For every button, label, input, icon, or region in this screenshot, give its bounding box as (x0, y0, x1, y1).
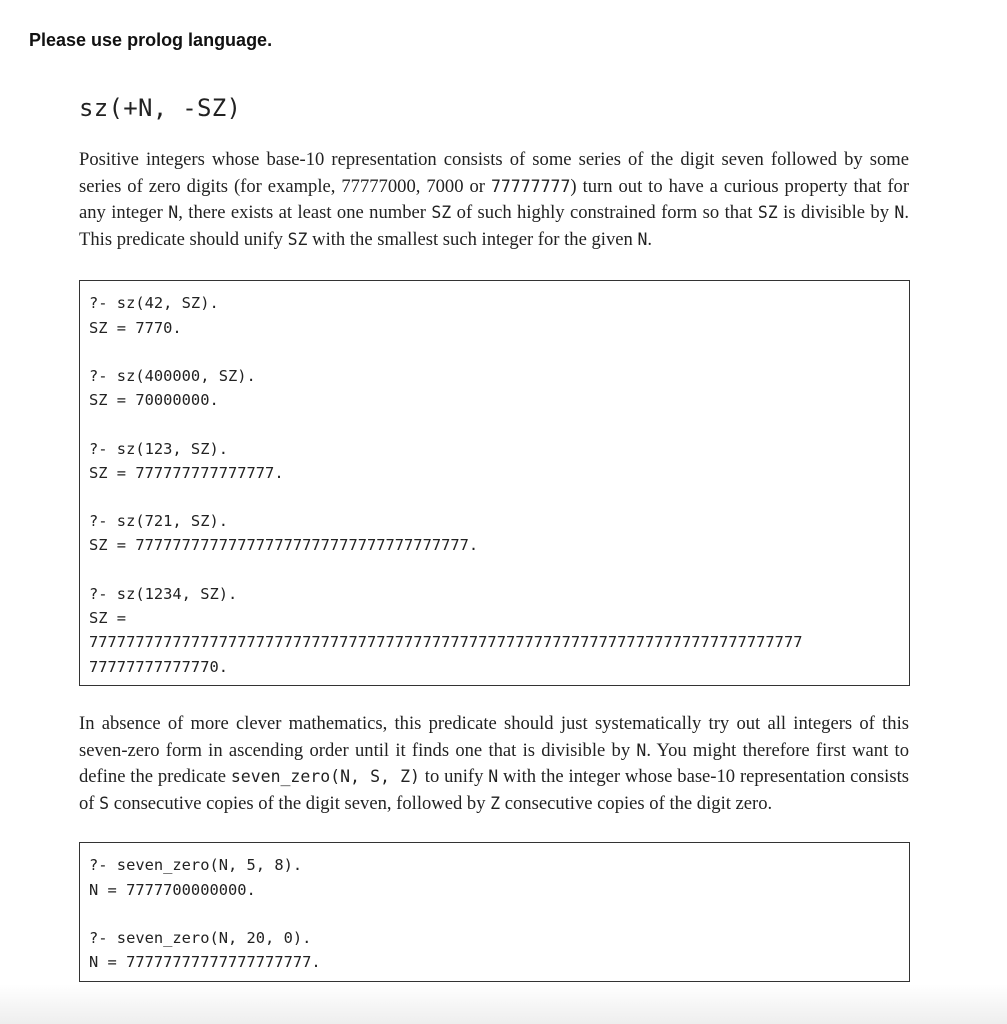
result-line: SZ = (89, 609, 127, 628)
text-run: Positive integers whose base-10 representation consists of some series of the digit seven followed by some series of zero digits (for example, 77777000, 7000 or (79, 149, 909, 197)
result-line: N = 77777777777777777777. (89, 953, 321, 972)
text-run: . This predicate should unify (79, 202, 909, 250)
text-run: ) turn out to have a curious property that for any integer (79, 175, 910, 224)
text-run: consecutive copies of the digit seven, followed by (109, 792, 491, 814)
sz-examples-box (79, 280, 910, 686)
inline-code: N (488, 767, 499, 787)
result-line: 77777777777770. (89, 657, 228, 676)
text-run: of such highly constrained form so that (451, 202, 758, 224)
result-line: N = 7777700000000. (89, 880, 256, 899)
text-run: with the smallest such integer for the given (307, 228, 638, 250)
inline-code: Z (490, 793, 501, 813)
inline-code: SZ (431, 203, 452, 223)
query-line: ?- sz(1234, SZ). (89, 584, 238, 603)
result-line: SZ = 777777777777777777777777777777777777. (89, 536, 479, 555)
inline-code: 77777777 (490, 176, 571, 196)
intro-paragraph (79, 147, 909, 253)
bottom-fade (0, 984, 1007, 1024)
query-line: ?- sz(123, SZ). (89, 439, 228, 458)
text-run: consecutive copies of the digit zero. (500, 792, 773, 814)
predicate-signature: sz(+N, -SZ) (79, 94, 242, 122)
result-line: SZ = 7770. (89, 318, 182, 337)
query-line: ?- seven_zero(N, 5, 8). (89, 856, 303, 875)
result-line: SZ = 777777777777777. (89, 463, 284, 482)
page-header: Please use prolog language. (29, 30, 273, 50)
query-line: ?- sz(721, SZ). (89, 512, 228, 531)
inline-code: SZ (287, 229, 308, 249)
example-query (89, 364, 900, 413)
inline-code: S (99, 793, 110, 813)
text-run: , there exists at least one number (178, 202, 432, 224)
text-run: to unify (419, 766, 489, 788)
inline-code: N (894, 203, 905, 223)
inline-code: N (636, 740, 647, 760)
inline-code: seven_zero(N, S, Z) (230, 767, 420, 787)
text-run: . You might therefore first want to define the predicate (79, 739, 909, 788)
result-line: 77777777777777777777777777777777777777777777777777777777777777777777777777777 (89, 633, 803, 652)
example-query (89, 926, 900, 975)
problem-document (79, 88, 909, 982)
query-line: ?- sz(400000, SZ). (89, 366, 256, 385)
inline-code: N (168, 203, 179, 223)
text-run: is divisible by (777, 202, 895, 224)
example-query (89, 291, 900, 340)
text-run: with the integer whose base-10 representation consists of (79, 766, 909, 814)
example-query (89, 509, 900, 558)
text-run: . (647, 228, 653, 250)
inline-code: SZ (757, 203, 778, 223)
inline-code: N (637, 229, 648, 249)
result-line: SZ = 70000000. (89, 391, 219, 410)
example-query (89, 437, 900, 486)
text-run: In absence of more clever mathematics, this predicate should just systematically try out all integers of this seven-zero form in ascending order until it finds one that is divisible by (79, 712, 909, 761)
query-line: ?- seven_zero(N, 20, 0). (89, 928, 312, 947)
example-query (89, 582, 900, 679)
approach-paragraph (79, 711, 909, 817)
query-line: ?- sz(42, SZ). (89, 294, 219, 313)
example-query (89, 853, 900, 902)
seven-zero-examples-box (79, 842, 910, 981)
